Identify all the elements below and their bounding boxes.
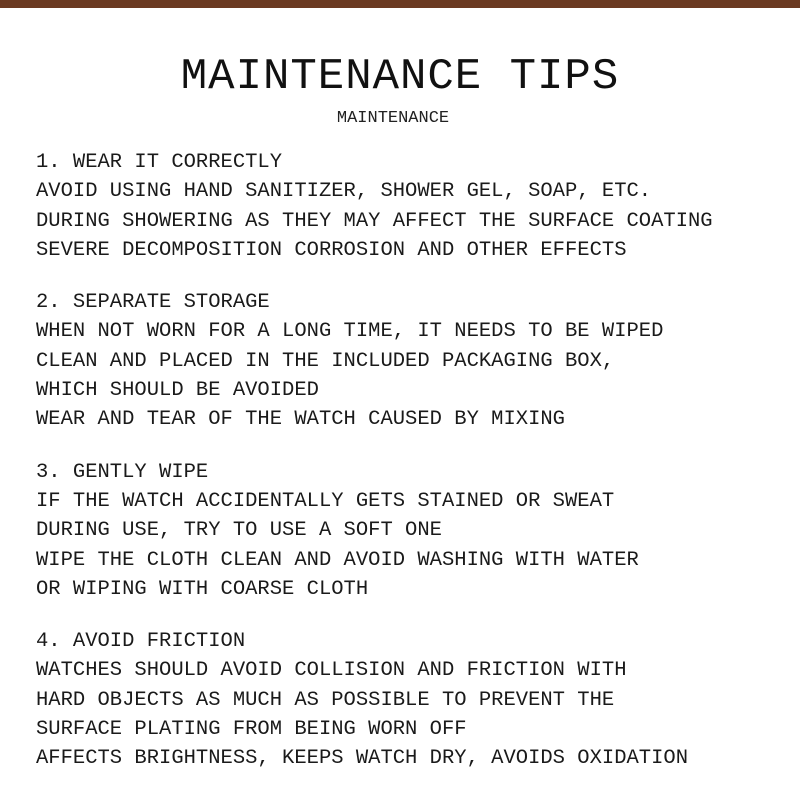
- tip-line: WHICH SHOULD BE AVOIDED: [36, 379, 319, 403]
- tip-heading: 4. AVOID FRICTION: [36, 630, 246, 654]
- tip-line: WHEN NOT WORN FOR A LONG TIME, IT NEEDS TO BE WIPED: [36, 320, 664, 344]
- page-title: MAINTENANCE TIPS: [180, 52, 620, 102]
- tip-line: HARD OBJECTS AS MUCH AS POSSIBLE TO PREVENT THE: [36, 688, 615, 712]
- tip-avoid-friction: [36, 627, 786, 773]
- tip-line: IF THE WATCH ACCIDENTALLY GETS STAINED OR SWEAT: [36, 489, 615, 513]
- tip-line: AFFECTS BRIGHTNESS, KEEPS WATCH DRY, AVOIDS OXIDATION: [36, 747, 689, 771]
- tip-line: WIPE THE CLOTH CLEAN AND AVOID WASHING WITH WATER: [36, 548, 639, 572]
- tip-heading: 1. WEAR IT CORRECTLY: [36, 151, 283, 174]
- tip-wear-correctly: [36, 148, 786, 265]
- page-subtitle: MAINTENANCE: [336, 109, 450, 128]
- tip-line: WATCHES SHOULD AVOID COLLISION AND FRICTION WITH: [36, 659, 627, 683]
- tip-line: SEVERE DECOMPOSITION CORROSION AND OTHER EFFECTS: [36, 238, 627, 262]
- tip-separate-storage: [36, 288, 786, 434]
- tip-line: SURFACE PLATING FROM BEING WORN OFF: [36, 718, 467, 742]
- tips-list: [36, 148, 786, 774]
- tip-line: AVOID USING HAND SANITIZER, SHOWER GEL, SOAP, ETC.: [36, 180, 652, 204]
- tip-heading: 3. GENTLY WIPE: [36, 460, 209, 484]
- tip-line: CLEAN AND PLACED IN THE INCLUDED PACKAGING BOX,: [36, 349, 615, 373]
- tip-heading: 2. SEPARATE STORAGE: [36, 291, 270, 315]
- top-accent-bar: [0, 0, 800, 8]
- tip-line: OR WIPING WITH COARSE CLOTH: [36, 577, 369, 601]
- tip-line: DURING SHOWERING AS THEY MAY AFFECT THE SURFACE COATING: [36, 209, 713, 233]
- tip-gently-wipe: [36, 458, 786, 604]
- tip-line: WEAR AND TEAR OF THE WATCH CAUSED BY MIXING: [36, 408, 565, 432]
- tip-line: DURING USE, TRY TO USE A SOFT ONE: [36, 519, 442, 543]
